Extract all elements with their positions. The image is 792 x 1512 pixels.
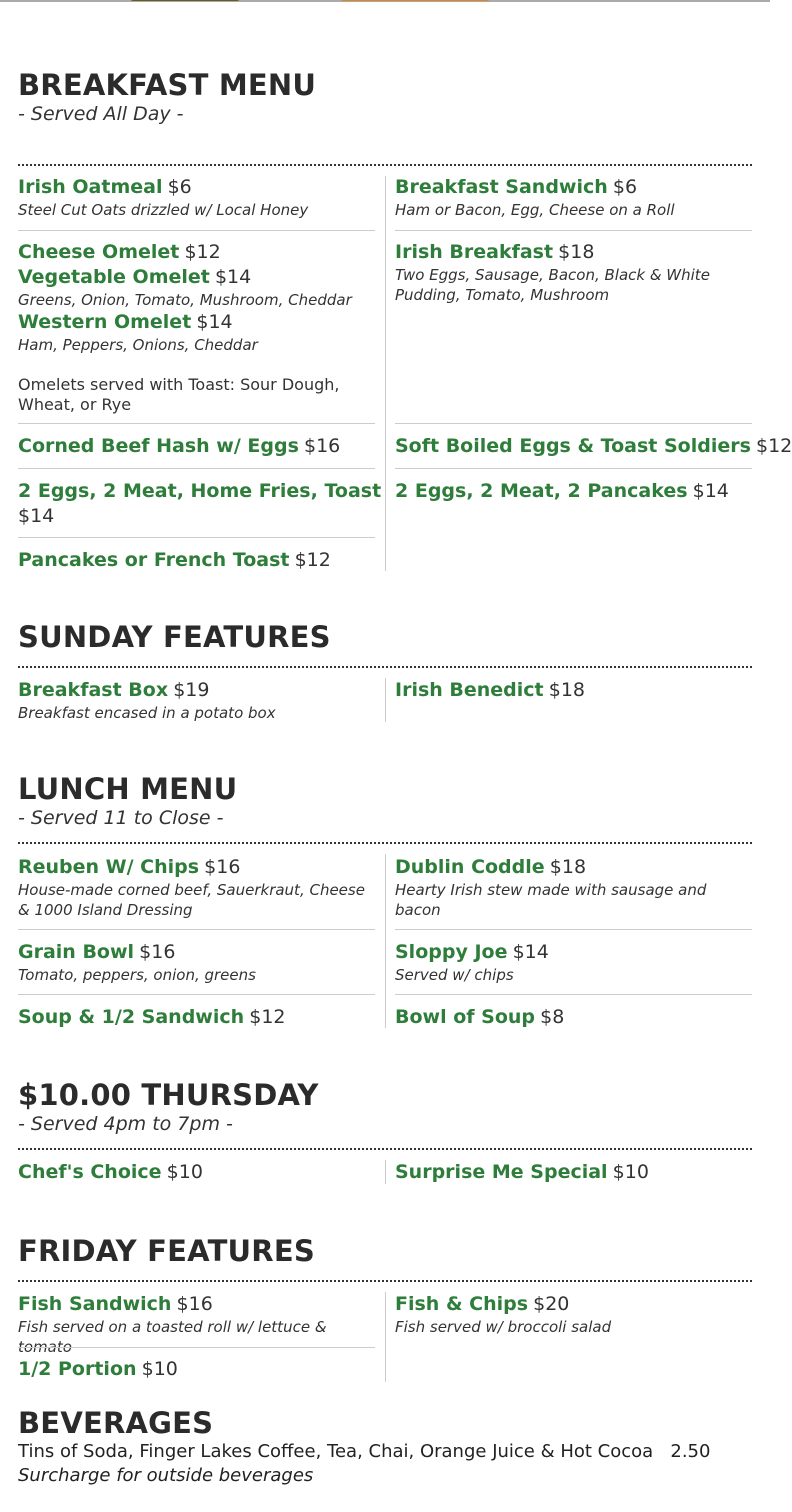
section-subtitle: - Served 11 to Close - bbox=[18, 807, 224, 829]
item-price: $12 bbox=[294, 549, 331, 571]
item-description: Breakfast encased in a potato box bbox=[18, 704, 276, 722]
menu-item bbox=[395, 678, 752, 703]
item-description: Fish served on a toasted roll w/ lettuce & tomato bbox=[18, 1318, 327, 1356]
friday-section bbox=[18, 1234, 752, 1380]
item-divider bbox=[18, 423, 375, 424]
item-price: $14 bbox=[512, 941, 549, 963]
item-name: Vegetable Omelet bbox=[18, 266, 210, 288]
item-divider bbox=[395, 230, 752, 231]
item-description: House-made corned beef, Sauerkraut, Cheese & 1000 Island Dressing bbox=[18, 881, 365, 919]
item-divider bbox=[18, 1347, 375, 1348]
menu-item bbox=[395, 855, 752, 920]
menu-item bbox=[18, 479, 382, 529]
item-price: $8 bbox=[540, 1006, 565, 1028]
item-description: Ham or Bacon, Egg, Cheese on a Roll bbox=[395, 201, 675, 219]
item-name: Fish & Chips bbox=[395, 1293, 529, 1315]
column-divider bbox=[385, 1292, 386, 1382]
column-divider bbox=[385, 854, 386, 1028]
item-price: $16 bbox=[204, 856, 241, 878]
column-divider bbox=[385, 678, 386, 722]
omelet-note: Omelets served with Toast: Sour Dough, Wheat, or Rye bbox=[18, 375, 340, 414]
dotted-divider bbox=[18, 1148, 752, 1150]
beverages-section bbox=[18, 1406, 752, 1488]
beverage-price: 2.50 bbox=[670, 1441, 711, 1462]
item-name: Bowl of Soup bbox=[395, 1006, 536, 1028]
menu-item bbox=[18, 1160, 375, 1185]
menu-item bbox=[395, 434, 792, 459]
item-description: Served w/ chips bbox=[395, 966, 514, 984]
item-price: $14 bbox=[196, 311, 233, 333]
item-divider bbox=[395, 994, 752, 995]
item-price: $6 bbox=[612, 176, 638, 198]
item-price: $14 bbox=[18, 505, 55, 527]
item-name: Corned Beef Hash w/ Eggs bbox=[18, 435, 299, 457]
beverage-note: Surcharge for outside beverages bbox=[18, 1465, 314, 1486]
item-name: 1/2 Portion bbox=[18, 1358, 137, 1380]
menu-item bbox=[395, 175, 752, 220]
column-divider bbox=[385, 1160, 386, 1184]
item-name: Breakfast Sandwich bbox=[395, 176, 608, 198]
menu-item bbox=[395, 1292, 752, 1337]
menu-item bbox=[18, 175, 375, 220]
item-divider bbox=[18, 929, 375, 930]
column-divider bbox=[385, 176, 386, 571]
item-name: Dublin Coddle bbox=[395, 856, 545, 878]
lunch-section bbox=[18, 772, 752, 1028]
menu-item bbox=[18, 855, 375, 920]
menu-item bbox=[18, 678, 375, 723]
item-name: Reuben W/ Chips bbox=[18, 856, 200, 878]
item-description: Tomato, peppers, onion, greens bbox=[18, 966, 256, 984]
dotted-divider bbox=[18, 666, 752, 668]
dotted-divider bbox=[18, 1280, 752, 1282]
section-title: SUNDAY FEATURES bbox=[18, 620, 331, 654]
item-name: Irish Benedict bbox=[395, 679, 544, 701]
item-name: 2 Eggs, 2 Meat, Home Fries, Toast bbox=[18, 480, 382, 502]
item-price: $18 bbox=[558, 241, 595, 263]
item-price: $14 bbox=[692, 480, 729, 502]
item-divider bbox=[18, 994, 375, 995]
dotted-divider bbox=[18, 842, 752, 844]
menu-item bbox=[18, 548, 375, 573]
item-price: $6 bbox=[167, 176, 192, 198]
header-image-edge bbox=[0, 0, 770, 2]
item-price: $14 bbox=[214, 266, 252, 288]
dotted-divider bbox=[18, 164, 752, 166]
menu-item bbox=[18, 434, 375, 459]
item-description: Fish served w/ broccoli salad bbox=[395, 1318, 612, 1336]
item-name: Soup & 1/2 Sandwich bbox=[18, 1006, 245, 1028]
section-subtitle: - Served All Day - bbox=[18, 103, 184, 125]
item-price: $18 bbox=[548, 679, 586, 701]
breakfast-section bbox=[18, 68, 792, 571]
item-name: Chef's Choice bbox=[18, 1161, 162, 1183]
section-title: LUNCH MENU bbox=[18, 772, 238, 806]
item-price: $10 bbox=[141, 1358, 178, 1380]
item-price: $20 bbox=[533, 1293, 570, 1315]
menu-item bbox=[395, 479, 752, 504]
item-divider bbox=[395, 929, 752, 930]
item-name: Breakfast Box bbox=[18, 679, 169, 701]
item-name: 2 Eggs, 2 Meat, 2 Pancakes bbox=[395, 480, 688, 502]
item-price: $19 bbox=[173, 679, 210, 701]
item-price: $18 bbox=[549, 856, 587, 878]
item-price: $12 bbox=[756, 435, 792, 457]
section-title: BEVERAGES bbox=[18, 1406, 214, 1440]
item-price: $12 bbox=[184, 241, 221, 263]
item-name: Irish Oatmeal bbox=[18, 176, 163, 198]
menu-item bbox=[395, 1005, 752, 1030]
menu-item bbox=[395, 240, 752, 305]
section-title: $10.00 THURSDAY bbox=[18, 1078, 319, 1112]
beverage-list bbox=[18, 1440, 752, 1464]
item-description: Ham, Peppers, Onions, Cheddar bbox=[18, 336, 258, 354]
item-divider bbox=[395, 423, 752, 424]
item-divider bbox=[18, 537, 375, 538]
item-description: Greens, Onion, Tomato, Mushroom, Cheddar bbox=[18, 291, 352, 309]
item-name: Western Omelet bbox=[18, 311, 192, 333]
item-name: Surprise Me Special bbox=[395, 1161, 608, 1183]
item-name: Soft Boiled Eggs & Toast Soldiers bbox=[395, 435, 751, 457]
item-name: Cheese Omelet bbox=[18, 241, 180, 263]
menu-item bbox=[18, 240, 375, 415]
item-price: $10 bbox=[612, 1161, 649, 1183]
menu-item bbox=[395, 940, 752, 985]
section-title: FRIDAY FEATURES bbox=[18, 1234, 315, 1268]
item-price: $12 bbox=[249, 1006, 286, 1028]
sunday-section bbox=[18, 620, 752, 722]
item-name: Sloppy Joe bbox=[395, 941, 508, 963]
item-price: $10 bbox=[166, 1161, 203, 1183]
item-name: Pancakes or French Toast bbox=[18, 549, 290, 571]
menu-item bbox=[18, 1357, 375, 1382]
beverage-items: Tins of Soda, Finger Lakes Coffee, Tea, Chai, Orange Juice & Hot Cocoa bbox=[18, 1441, 654, 1462]
item-description: Two Eggs, Sausage, Bacon, Black & White Pudding, Tomato, Mushroom bbox=[395, 266, 710, 304]
item-description: Steel Cut Oats drizzled w/ Local Honey bbox=[18, 201, 309, 219]
section-title: BREAKFAST MENU bbox=[18, 68, 317, 102]
item-divider bbox=[18, 230, 375, 231]
item-name: Grain Bowl bbox=[18, 941, 135, 963]
menu-item bbox=[395, 1160, 752, 1185]
item-divider bbox=[18, 468, 375, 469]
item-price: $16 bbox=[304, 435, 341, 457]
item-description: Hearty Irish stew made with sausage and bacon bbox=[395, 881, 707, 919]
item-price: $16 bbox=[139, 941, 176, 963]
item-name: Fish Sandwich bbox=[18, 1293, 172, 1315]
thursday-section bbox=[18, 1078, 752, 1183]
menu-item bbox=[18, 940, 375, 985]
item-price: $16 bbox=[176, 1293, 213, 1315]
item-name: Irish Breakfast bbox=[395, 241, 554, 263]
menu-item bbox=[18, 1005, 375, 1030]
item-divider bbox=[395, 468, 752, 469]
section-subtitle: - Served 4pm to 7pm - bbox=[18, 1113, 233, 1135]
